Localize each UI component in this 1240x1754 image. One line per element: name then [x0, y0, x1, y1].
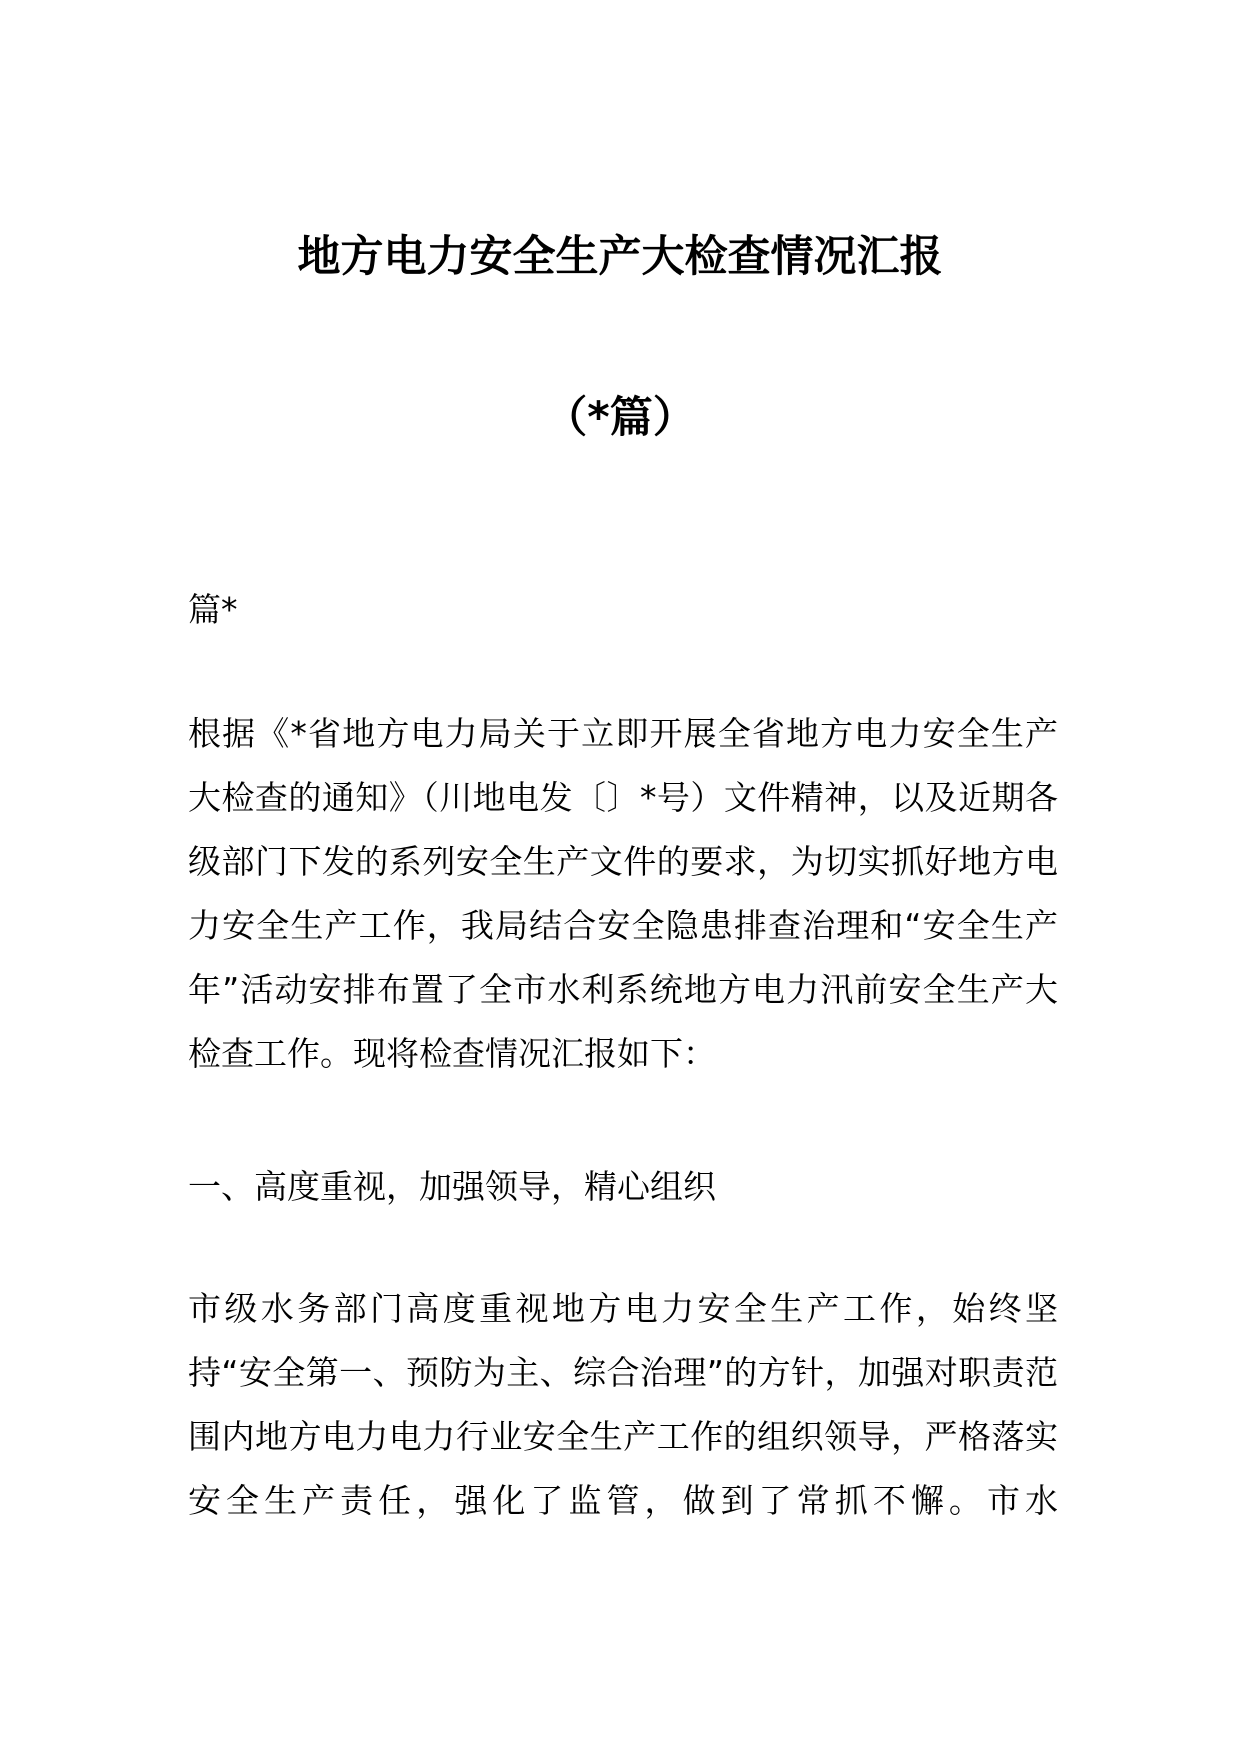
document-subtitle: （*篇）: [544, 393, 696, 443]
body-paragraph: 市级水务部门高度重视地方电力安全生产工作，始终坚持“安全第一、预防为主、综合治理”的方针，加强对职责范围内地方电力电力行业安全生产工作的组织领导，严格落实安全生产责任，强化了监管，做到了常抓不懈。市水: [188, 1289, 1058, 1520]
body-paragraph: 根据《*省地方电力局关于立即开展全省地方电力安全生产大检查的通知》（川地电发〔〕*号）文件精神，以及近期各级部门下发的系列安全生产文件的要求，为切实抓好地方电力安全生产工作，我局结合安全隐患排查治理和“安全生产年”活动安排布置了全市水利系统地方电力汛前安全生产大检查工作。现将检查情况汇报如下：: [188, 714, 1058, 1073]
section-heading: 一、高度重视，加强领导，精心组织: [188, 1167, 716, 1206]
document-title: 地方电力安全生产大检查情况汇报: [297, 231, 943, 282]
section-label: 篇*: [188, 590, 238, 629]
